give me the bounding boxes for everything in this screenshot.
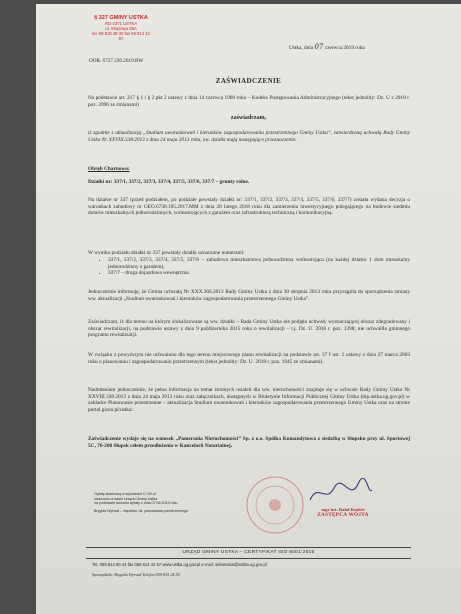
document-title: ZAŚWIADCZENIE — [215, 77, 282, 85]
place-date-suffix: czerwca 2019 roku — [324, 45, 366, 51]
place-date-prefix: Ustka, dnia — [289, 45, 314, 51]
reference-number: OOR. 6727.236.2019.BW — [89, 58, 144, 64]
office-stamp — [91, 16, 151, 41]
list-item: • 337/7 – droga dojazdowa wewnętrzna. — [108, 270, 410, 277]
fee-note-line: Opłatę skarbową w wysokości 17,00 zł — [94, 492, 156, 496]
certify-heading: zaświadczam, — [230, 115, 267, 121]
paragraph-division: W wyniku podziału działki nr 337 powstały działki oznaczone numerami: — [88, 250, 245, 256]
place-date-day: 07 — [314, 43, 324, 51]
stamp-line-1: § 327 GMINY USTKA — [94, 15, 148, 21]
footer-office: URZĄD GMINY USTKA – CERTYFIKAT ISO 9001:2015 — [182, 550, 315, 555]
signatory-title: ZASTĘPCA WÓJTA — [317, 511, 369, 518]
paragraph-decision: Na działce nr 337 (przed podziałem, po podziale powstały działki nr: 337/1, 337/2, 337/3, 337/4, 337/5, 337/6, 337/7) została wydana decyzja o warunkach zabudowy nr GEO.6730.105.2017.MM z dnia 28 lutego 2018 roku dla zamierzenia inwestycyjnego polegającego na budowie siedmiu domów mieszkalnych jednorodzinnych, wolnostojących z garażem oraz infrastrukturą techniczną i komunikacyjną. — [88, 197, 410, 217]
stamp-line-4: tel. 59 815 48 30 fax 59 814 42 57 — [92, 31, 150, 41]
obreb-heading: Obręb Charnowo: — [88, 166, 130, 172]
paragraph-request: Zaświadczenie wydaje się na wniosek „Pomerania Nieruchomości” Sp. z o.o. Spółka Komandytowa z siedzibą w Słupsku przy ul. Sportowej 5C, 76-200 Słupsk celem przedłożenia w Kancelarii Notarialnej. — [88, 436, 410, 449]
footer-contact: Tel. 059 814 60 44 fax 059 814 42 57 www.ustka.ug.gov.pl e-mail: sekretariat@ustka.ug.gov.pl — [92, 562, 267, 567]
list-item: • 337/1, 337/2, 337/3, 337/4, 337/5, 337/6 – zabudowa mieszkaniowa jednorodzinna wolnostojąca (na każdej działce 1 dom mieszkalny jednorodzinny z garażem), — [108, 257, 410, 270]
document-page — [36, 4, 461, 614]
footer-prepared-by: Sporządziła: Brygida Wyrwał Telefon 059 815 24 56 — [92, 572, 180, 577]
fee-note-line: Brygida Wyrwał – inspektor ds. planowania przestrzennego — [94, 508, 189, 513]
signatory-name: mgr inż. Rafał Kudris — [321, 507, 365, 512]
paragraph-plan: W związku z powyższym nie uchwalono dla tego terenu miejscowego planu rewitalizacji na podstawie art. 37 f ust. 1 ustawy z dnia 27 marca 2003 roku o planowaniu i zagospodarowaniu przestrzennym (tekst jednolity: Dz. U. 2018 r. poz. 1945 ze zmianami). — [88, 352, 410, 365]
signatory-stamp — [308, 507, 378, 518]
fee-note-line: na podstawie dowodu wpłaty z dnia 07.06.2019 roku — [94, 501, 178, 506]
signature-scribble — [306, 478, 376, 508]
footer-divider — [86, 558, 411, 559]
footer-divider — [86, 547, 411, 548]
intro-paragraph: Na podstawie art. 217 § 1 i § 2 pkt 2 ustawy z dnia 14 czerwca 1960 roku – Kodeks Postępowania Administracyjnego (tekst jednolity: Dz. U z 2018 r. poz. 2096 ze zmianami) — [88, 95, 410, 108]
fee-note — [94, 492, 214, 513]
paragraph-information: Nadmieniam jednocześnie, że pełna informacja na temat istotnych ustaleń dla ww. nieruchomości znajduje się w uchwale Rady Gminy Ustka Nr XXVIII.338.2013 z dnia 24 maja 2013 roku oraz załącznikach, dostępnych w Biuletynie Informacji Publicznej Gminy Ustka (bip.ustka.ug.gov.pl) w zakładce Planowanie przestrzenne – aktualizacja Studium uwarunkowań i kierunków zagospodarowania przestrzennego Gminy Ustka oraz na stronie portal.gison.pl/ustka/. — [88, 387, 410, 414]
paragraph-revitalization: Zaświadczam, iż dla terenu na którym zlokalizowane są ww. działki – Rada Gminy Ustka nie podjęła uchwały wyznaczającej obszar zdegradowany i obszar rewitalizacji, na podstawie ustawy z dnia 9 października 2015 roku o rewitalizacji – t.j. Dz. U. 2018 r. poz. 1398; nie uchwaliła gminnego programu rewitalizacji. — [88, 319, 410, 339]
parcel-list — [98, 257, 410, 277]
place-date — [289, 44, 365, 52]
paragraph-studium: iż zgodnie z aktualizacją „Studium uwarunkowań i kierunków zagospodarowania przestrzennego Gminy Ustka”, zatwierdzoną uchwałą Rady Gminy Ustka Nr XXVIII.338.2013 z dnia 24 maja 2013 roku, nw. działki mają następujące przeznaczenie: — [88, 130, 410, 143]
round-seal — [244, 474, 306, 536]
stamp-line-2: RO-2371 USTKA — [104, 21, 138, 26]
paragraph-resolution: Jednocześnie informuję, że Gmina uchwałą Nr XXX.366.2013 Rady Gminy Ustka z dnia 30 sierpnia 2013 roku przystąpiła do sporządzenia zmiany ww. aktualizacji „Studium uwarunkowań i kierunków zagospodarowania przestrzennego Gminy Ustka”. — [88, 289, 410, 302]
fee-note-line: uiszczono w kasie Urzędu Gminy Ustka — [94, 496, 158, 501]
stamp-line-3: ul. Wiązowa 28A — [105, 26, 137, 31]
parcels-line: Działki nr: 337/1, 337/2, 337/3, 337/4, 337/5, 337/6, 337/7 – grunty rolne. — [88, 179, 250, 185]
